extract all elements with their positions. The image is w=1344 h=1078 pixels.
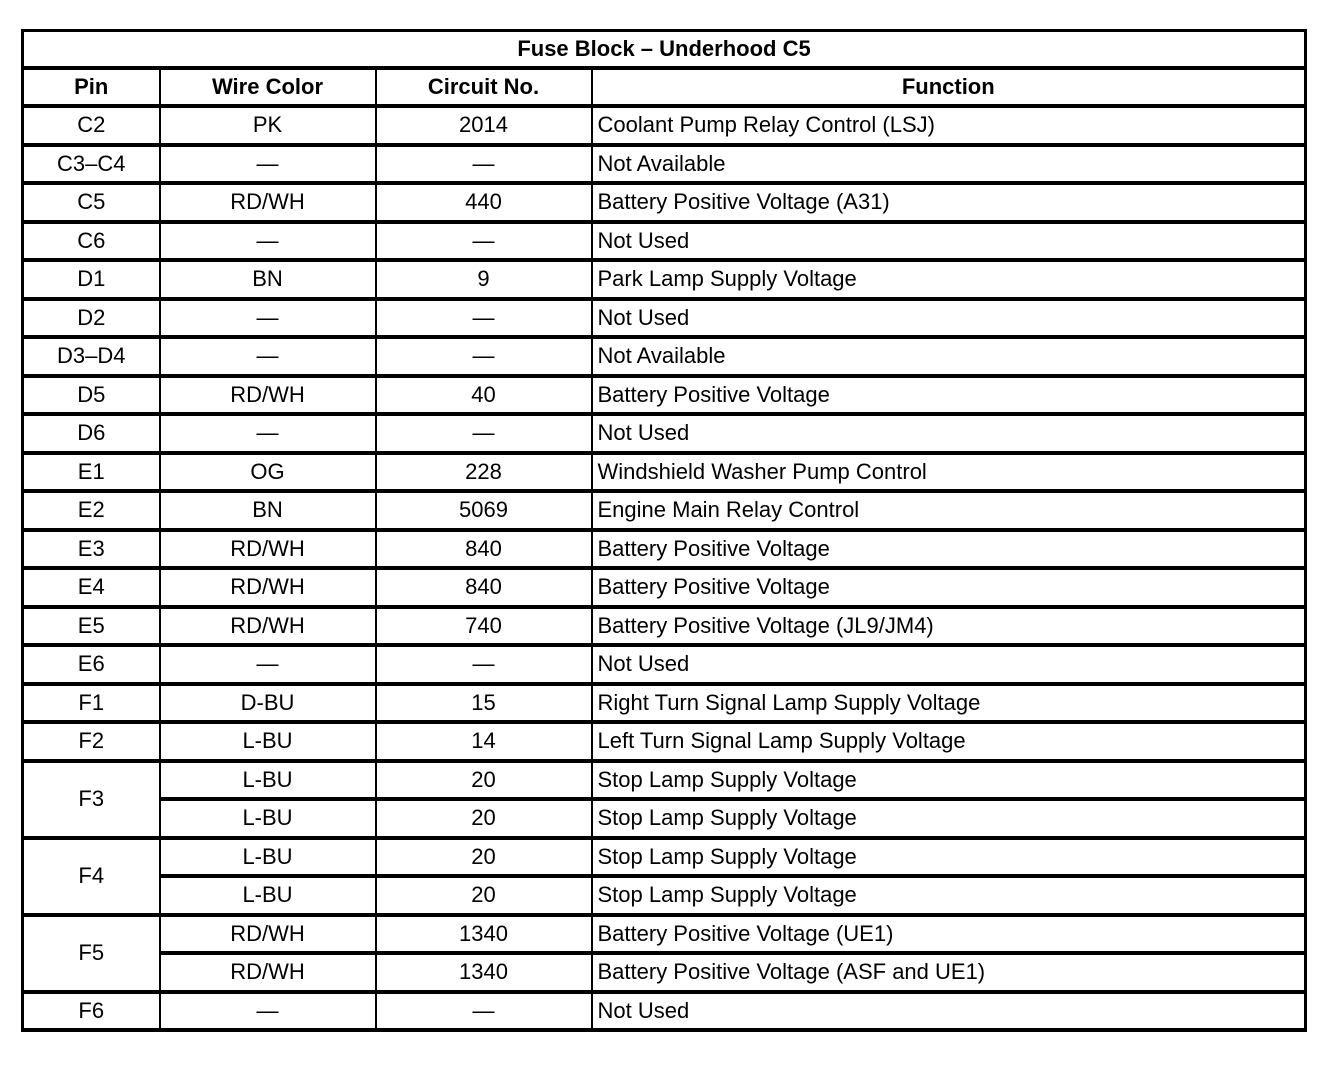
cell-wire-color: BN	[160, 260, 376, 299]
table-row	[23, 337, 1306, 376]
cell-wire-color: RD/WH	[160, 376, 376, 415]
cell-wire-color: OG	[160, 453, 376, 492]
cell-circuit-no: 20	[376, 876, 592, 915]
cell-pin: E1	[23, 453, 160, 492]
cell-wire-color: BN	[160, 491, 376, 530]
table-row	[23, 222, 1306, 261]
cell-circuit-no: 5069	[376, 491, 592, 530]
header-wire-color: Wire Color	[160, 68, 376, 106]
cell-pin: F5	[23, 915, 160, 992]
cell-pin: D5	[23, 376, 160, 415]
table-row	[23, 414, 1306, 453]
table-body	[23, 106, 1306, 1030]
cell-function: Not Used	[592, 645, 1306, 684]
cell-pin: D6	[23, 414, 160, 453]
cell-function: Not Used	[592, 299, 1306, 338]
cell-circuit-no: 840	[376, 530, 592, 569]
cell-pin: C3–C4	[23, 145, 160, 184]
cell-pin: F6	[23, 992, 160, 1031]
cell-pin: C5	[23, 183, 160, 222]
cell-circuit-no: —	[376, 645, 592, 684]
table-row	[23, 607, 1306, 646]
cell-pin: D3–D4	[23, 337, 160, 376]
cell-circuit-no: —	[376, 299, 592, 338]
table-row	[23, 491, 1306, 530]
cell-function: Battery Positive Voltage (JL9/JM4)	[592, 607, 1306, 646]
cell-function: Windshield Washer Pump Control	[592, 453, 1306, 492]
cell-wire-color: L-BU	[160, 722, 376, 761]
table-row	[23, 915, 1306, 954]
cell-wire-color: —	[160, 145, 376, 184]
cell-pin: D1	[23, 260, 160, 299]
cell-circuit-no: 20	[376, 799, 592, 838]
cell-wire-color: —	[160, 645, 376, 684]
cell-function: Park Lamp Supply Voltage	[592, 260, 1306, 299]
cell-function: Stop Lamp Supply Voltage	[592, 876, 1306, 915]
cell-function: Battery Positive Voltage (ASF and UE1)	[592, 953, 1306, 992]
table-row	[23, 183, 1306, 222]
cell-wire-color: —	[160, 414, 376, 453]
header-pin: Pin	[23, 68, 160, 106]
cell-function: Stop Lamp Supply Voltage	[592, 761, 1306, 800]
cell-wire-color: L-BU	[160, 761, 376, 800]
cell-pin: F1	[23, 684, 160, 723]
cell-pin: E6	[23, 645, 160, 684]
cell-pin: F3	[23, 761, 160, 838]
table-row	[23, 106, 1306, 145]
cell-circuit-no: 20	[376, 838, 592, 877]
cell-pin: E2	[23, 491, 160, 530]
cell-circuit-no: 20	[376, 761, 592, 800]
cell-circuit-no: 40	[376, 376, 592, 415]
cell-function: Coolant Pump Relay Control (LSJ)	[592, 106, 1306, 145]
cell-pin: C2	[23, 106, 160, 145]
table-row	[23, 838, 1306, 877]
cell-circuit-no: —	[376, 145, 592, 184]
cell-pin: E5	[23, 607, 160, 646]
cell-circuit-no: —	[376, 222, 592, 261]
table-row	[23, 799, 1306, 838]
table-row	[23, 722, 1306, 761]
cell-circuit-no: 9	[376, 260, 592, 299]
cell-wire-color: —	[160, 299, 376, 338]
cell-circuit-no: —	[376, 992, 592, 1031]
cell-pin: D2	[23, 299, 160, 338]
cell-wire-color: RD/WH	[160, 915, 376, 954]
header-function: Function	[592, 68, 1306, 106]
table-title: Fuse Block – Underhood C5	[23, 31, 1306, 69]
table-row	[23, 568, 1306, 607]
cell-pin: F4	[23, 838, 160, 915]
cell-wire-color: RD/WH	[160, 183, 376, 222]
cell-function: Battery Positive Voltage (A31)	[592, 183, 1306, 222]
cell-circuit-no: —	[376, 414, 592, 453]
cell-function: Battery Positive Voltage	[592, 568, 1306, 607]
cell-wire-color: —	[160, 222, 376, 261]
cell-wire-color: L-BU	[160, 876, 376, 915]
cell-function: Battery Positive Voltage	[592, 376, 1306, 415]
cell-circuit-no: 740	[376, 607, 592, 646]
cell-wire-color: —	[160, 992, 376, 1031]
cell-function: Not Used	[592, 414, 1306, 453]
cell-circuit-no: 1340	[376, 953, 592, 992]
cell-circuit-no: —	[376, 337, 592, 376]
cell-circuit-no: 840	[376, 568, 592, 607]
table-row	[23, 376, 1306, 415]
cell-function: Stop Lamp Supply Voltage	[592, 838, 1306, 877]
cell-wire-color: RD/WH	[160, 607, 376, 646]
table-row	[23, 645, 1306, 684]
table-title-row	[23, 31, 1306, 69]
cell-function: Stop Lamp Supply Voltage	[592, 799, 1306, 838]
cell-pin: E4	[23, 568, 160, 607]
cell-circuit-no: 14	[376, 722, 592, 761]
table-row	[23, 260, 1306, 299]
cell-function: Not Used	[592, 222, 1306, 261]
cell-function: Battery Positive Voltage (UE1)	[592, 915, 1306, 954]
cell-wire-color: D-BU	[160, 684, 376, 723]
header-circuit-no: Circuit No.	[376, 68, 592, 106]
cell-pin: C6	[23, 222, 160, 261]
table-row	[23, 299, 1306, 338]
cell-circuit-no: 2014	[376, 106, 592, 145]
cell-circuit-no: 1340	[376, 915, 592, 954]
cell-function: Not Used	[592, 992, 1306, 1031]
cell-wire-color: L-BU	[160, 838, 376, 877]
table-row	[23, 684, 1306, 723]
table-header-row	[23, 68, 1306, 106]
table-row	[23, 453, 1306, 492]
cell-wire-color: PK	[160, 106, 376, 145]
cell-wire-color: RD/WH	[160, 953, 376, 992]
cell-function: Left Turn Signal Lamp Supply Voltage	[592, 722, 1306, 761]
cell-pin: F2	[23, 722, 160, 761]
cell-pin: E3	[23, 530, 160, 569]
fuse-block-table	[21, 29, 1307, 1032]
cell-function: Engine Main Relay Control	[592, 491, 1306, 530]
cell-function: Not Available	[592, 145, 1306, 184]
table-row	[23, 530, 1306, 569]
cell-wire-color: RD/WH	[160, 530, 376, 569]
cell-function: Not Available	[592, 337, 1306, 376]
cell-function: Battery Positive Voltage	[592, 530, 1306, 569]
cell-circuit-no: 15	[376, 684, 592, 723]
table-row	[23, 876, 1306, 915]
table-row	[23, 145, 1306, 184]
table-row	[23, 761, 1306, 800]
cell-wire-color: L-BU	[160, 799, 376, 838]
cell-wire-color: RD/WH	[160, 568, 376, 607]
table-row	[23, 953, 1306, 992]
cell-circuit-no: 228	[376, 453, 592, 492]
cell-wire-color: —	[160, 337, 376, 376]
table-row	[23, 992, 1306, 1031]
cell-function: Right Turn Signal Lamp Supply Voltage	[592, 684, 1306, 723]
cell-circuit-no: 440	[376, 183, 592, 222]
